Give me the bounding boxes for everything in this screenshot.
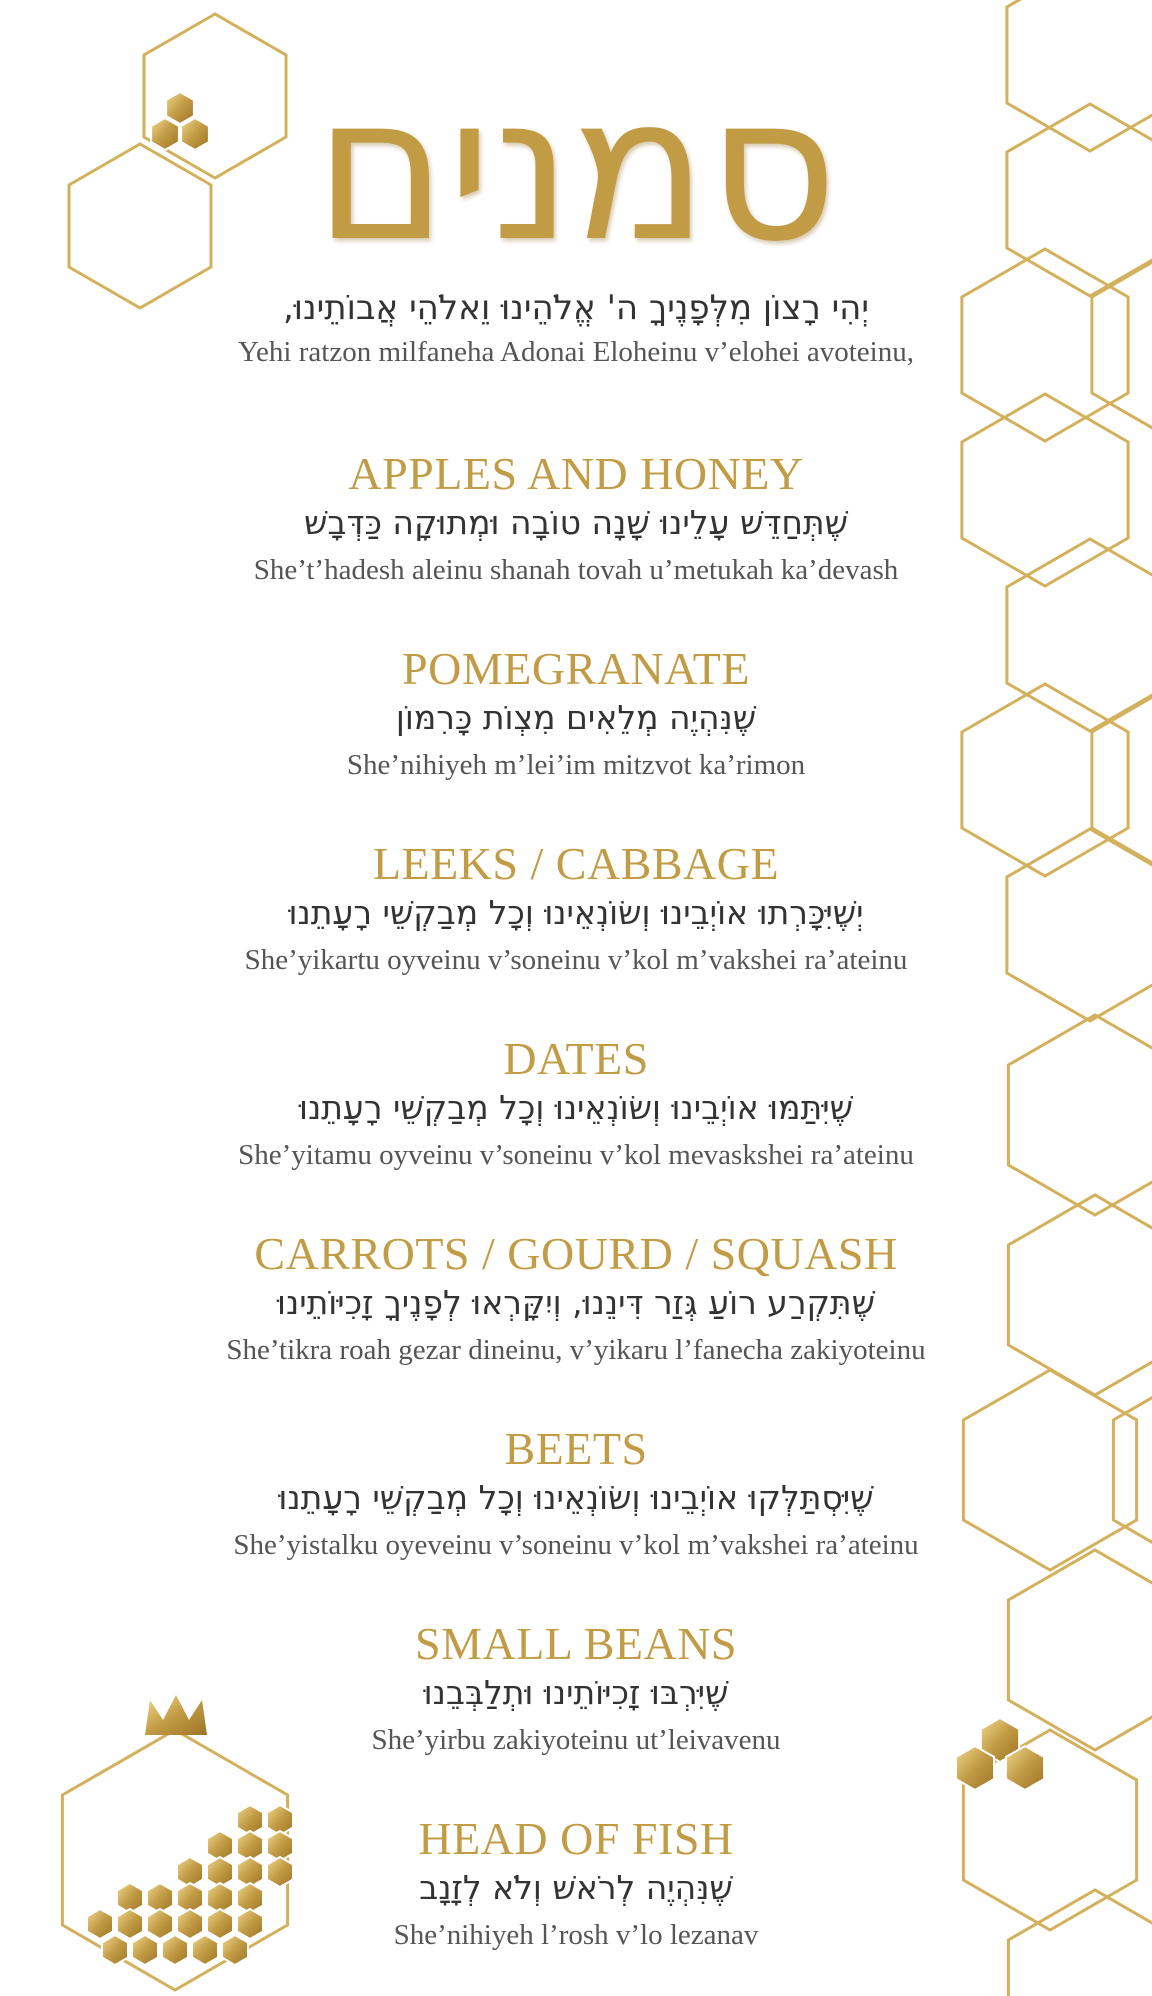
- siman-title: LEEKS / CABBAGE: [372, 838, 780, 889]
- siman-hebrew: שֶׁיִּסְתַּלְּקוּ אוֹיְבֵינוּ וְשׂוֹנְאֵינוּ וְכָל מְבַקְשֵׁי רָעָתֵנוּ: [278, 1478, 874, 1517]
- siman-hebrew: שֶׁנִּהְיֶה לְרֹאשׁ וְלֹא לְזָנָב: [419, 1868, 733, 1907]
- intro-hebrew: יְהִי רָצוֹן מִלְּפָנֶיךָ ה' אֱלֹהֵינוּ וֵאלֹהֵי אֲבוֹתֵינוּ,: [282, 288, 869, 328]
- siman-title: SMALL BEANS: [415, 1618, 737, 1669]
- siman-title: DATES: [503, 1033, 649, 1084]
- siman-transliteration: She’tikra roah gezar dineinu, v’yikaru l’fanecha zakiyoteinu: [226, 1334, 926, 1366]
- siman-item: [0, 643, 1152, 785]
- siman-item: [0, 1618, 1152, 1760]
- siman-item: [0, 1423, 1152, 1565]
- siman-title: BEETS: [504, 1423, 648, 1474]
- siman-title: APPLES AND HONEY: [348, 448, 804, 499]
- siman-transliteration: She’yistalku oyeveinu v’soneinu v’kol m’vakshei ra’ateinu: [233, 1529, 919, 1561]
- siman-transliteration: She’t’hadesh aleinu shanah tovah u’metukah ka’devash: [253, 554, 899, 586]
- siman-item: [0, 448, 1152, 590]
- siman-transliteration: She’yirbu zakiyoteinu ut’leivavenu: [371, 1724, 781, 1756]
- siman-transliteration: She’yikartu oyveinu v’soneinu v’kol m’vakshei ra’ateinu: [244, 944, 908, 976]
- siman-title: CARROTS / GOURD / SQUASH: [254, 1228, 898, 1279]
- siman-title: POMEGRANATE: [402, 643, 750, 694]
- siman-item: [0, 1813, 1152, 1955]
- siman-transliteration: She’yitamu oyveinu v’soneinu v’kol mevaskshei ra’ateinu: [238, 1139, 914, 1171]
- siman-item: [0, 1228, 1152, 1370]
- siman-item: [0, 1033, 1152, 1175]
- intro-transliteration: Yehi ratzon milfaneha Adonai Eloheinu v’elohei avoteinu,: [238, 336, 914, 368]
- siman-hebrew: שֶׁנִּהְיֶה מְלֵאִים מִצְוֹת כָּרִמּוֹן: [395, 698, 757, 737]
- siman-hebrew: שֶׁתְּחַדֵּשׁ עָלֵינוּ שָׁנָה טוֹבָה וּמְתוּקָה כַּדְּבָשׁ: [304, 503, 848, 542]
- siman-hebrew: יְשֶׁיִּכָּרְתוּ אוֹיְבֵינוּ וְשׂוֹנְאֵינוּ וְכָל מְבַקְשֵׁי רָעָתֵנוּ: [288, 893, 864, 932]
- siman-hebrew: שֶׁיִּתַּמּוּ אוֹיְבֵינוּ וְשׂוֹנְאֵינוּ וְכָל מְבַקְשֵׁי רָעָתֵנוּ: [299, 1088, 853, 1127]
- siman-item: [0, 838, 1152, 980]
- page-title: סמנים: [314, 53, 838, 286]
- siman-hebrew: שֶׁתִּקְרַע רוֹעַ גְּזַר דִּינֵנוּ, וְיִקָּרְאוּ לְפָנֶיךָ זָכִיּוֹתֵינוּ: [277, 1283, 875, 1322]
- siman-hebrew: שֶׁיִּרְבּוּ זָכִיּוֹתֵינוּ וּתְלַבְּבֵנוּ: [423, 1673, 729, 1712]
- siman-transliteration: She’nihiyeh l’rosh v’lo lezanav: [393, 1919, 759, 1951]
- siman-title: HEAD OF FISH: [418, 1813, 734, 1864]
- siman-transliteration: She’nihiyeh m’lei’im mitzvot ka’rimon: [346, 749, 806, 781]
